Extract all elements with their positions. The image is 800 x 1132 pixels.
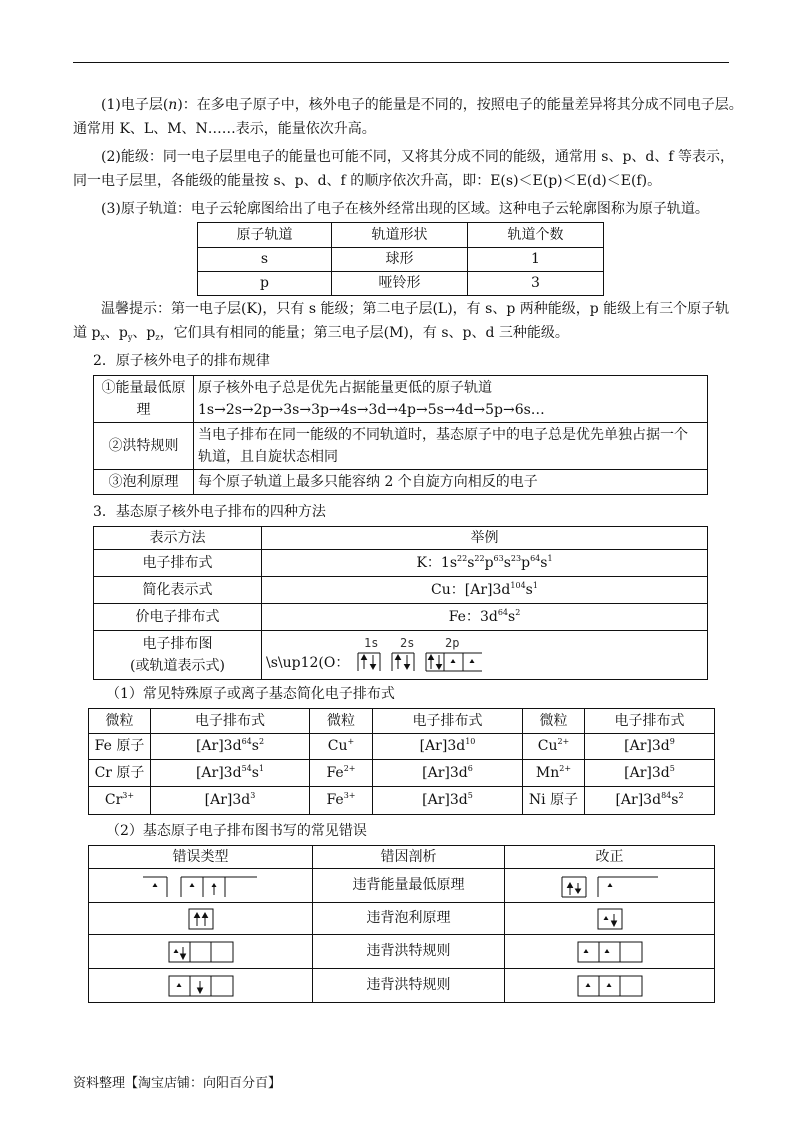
orbital-label-2s: 2s — [400, 636, 415, 650]
arrow-up-icon — [451, 659, 456, 663]
o-orbital-boxes — [356, 649, 486, 675]
config-cell — [373, 760, 523, 787]
electron-config: $[Ar]3d^{54}s^1$ — [195, 763, 265, 781]
correct-diagram-cell — [505, 903, 715, 935]
arrow-up-icon — [152, 883, 157, 887]
table-row — [198, 248, 604, 272]
electron-config: $[Ar]3d^9$ — [624, 737, 675, 754]
config-cell — [585, 760, 715, 787]
method-name — [94, 631, 262, 680]
table-header-cell: 微粒 — [89, 709, 151, 734]
para-energy-level-cont — [73, 169, 733, 193]
wrong-orbital-diagram — [186, 906, 216, 932]
table-row — [89, 760, 715, 787]
table-row — [94, 423, 708, 470]
para-text: (1)电子层( — [101, 97, 169, 113]
tip-line2 — [73, 321, 733, 345]
error-reason: 违背洪特规则 — [313, 969, 505, 1003]
method-example — [262, 577, 708, 604]
rule-name-cell: ②洪特规则 — [94, 423, 194, 470]
table-header-cell: 改正 — [505, 846, 715, 869]
table-header-cell: 轨道形状 — [332, 223, 468, 248]
config-cell — [585, 787, 715, 815]
tip-text: ，它们具有相同的能量；第三电子层(M)，有 s、p、d 三种能级。 — [159, 325, 569, 341]
para-energy-level: (2)能级：同一电子层里电子的能量也可能不同，又将其分成不同的能级，通常用 s、p、d、f 等表示， — [101, 149, 735, 165]
table-header-cell: 表示方法 — [94, 527, 262, 550]
arrow-down-icon — [197, 981, 202, 993]
table-row — [89, 787, 715, 815]
electron-config: $1s^{22}s^{22}p^{63}s^{23}p^{64}s^1$ — [440, 553, 553, 571]
table-header-cell: 举例 — [262, 527, 708, 550]
rule-name-cell: ③泡利原理 — [94, 470, 194, 495]
arrow-up-icon — [583, 949, 588, 953]
table-row — [198, 272, 604, 296]
arrow-down-icon — [371, 655, 376, 669]
rule-name: ①能量最低原 — [101, 380, 186, 396]
arrow-up-icon — [396, 655, 401, 669]
rule-name: 理 — [136, 402, 151, 418]
arrow-up-icon — [604, 949, 609, 953]
correct-diagram-cell — [505, 935, 715, 969]
electron-config: $[Ar]3d^6$ — [422, 763, 473, 781]
electron-config: $[Ar]3d^5$ — [422, 791, 473, 808]
table-cell: 3 — [468, 272, 604, 296]
particle-cell — [89, 734, 151, 760]
arrow-down-icon — [180, 947, 185, 959]
table-header-row — [198, 223, 604, 248]
error-reason: 违背洪特规则 — [313, 935, 505, 969]
rule-desc: 轨道，且自旋状态相同 — [198, 449, 338, 465]
arrow-up-icon — [607, 883, 612, 887]
element-symbol: K： — [416, 554, 441, 571]
subscript-x: x — [100, 333, 105, 342]
electron-config: $[Ar]3d^{104}s^1$ — [464, 580, 538, 598]
particle: $Fe^{3+}$ — [326, 791, 356, 808]
particle-cell — [310, 734, 373, 760]
electron-config: $[Ar]3d^{10}$ — [419, 737, 476, 754]
orbital-diagram-cell — [262, 631, 708, 680]
orbital-label-1s: 1s — [364, 636, 379, 650]
table-cell: p — [198, 272, 332, 296]
particle: $Fe^{2+}$ — [326, 763, 356, 781]
rule-desc-cell: 每个原子轨道上最多只能容纳 2 个自旋方向相反的电子 — [194, 470, 708, 495]
method-name: 简化表示式 — [94, 577, 262, 604]
subscript-z: z — [155, 333, 160, 342]
subscript-y: y — [127, 333, 133, 342]
arrow-up-icon — [567, 883, 572, 895]
particle: Ni 原子 — [528, 792, 579, 808]
error-diagram-cell — [89, 969, 313, 1003]
wrong-orbital-diagram — [141, 871, 261, 901]
arrow-up-icon — [585, 983, 590, 987]
table-row — [89, 869, 715, 903]
table-header-row — [89, 709, 715, 734]
arrow-up-icon — [176, 983, 181, 987]
table-cell: 1 — [468, 248, 604, 272]
correct-orbital-diagram — [560, 871, 660, 901]
table-header-cell: 原子轨道 — [198, 223, 332, 248]
header-rule — [73, 62, 729, 63]
method-example — [262, 604, 708, 631]
electron-config: $[Ar]3d^{84}s^2$ — [615, 791, 684, 808]
orbital-table — [197, 222, 604, 296]
table-row — [89, 969, 715, 1003]
particle-cell — [310, 787, 373, 815]
para-text: 同一电子层里，各能级的能量按 s、p、d、f 的顺序依次升高，即： — [73, 173, 491, 189]
orbital-code-text: \s\up12(O： — [266, 655, 350, 671]
table-header-row — [89, 846, 715, 869]
table-row — [94, 376, 708, 423]
orbital-diagram — [262, 631, 707, 679]
arrow-up-icon — [362, 655, 367, 669]
subsection-1-title: （1）常见特殊原子或离子基态简化电子排布式 — [106, 686, 395, 702]
table-cell: 球形 — [332, 248, 468, 272]
error-reason: 违背泡利原理 — [313, 903, 505, 935]
table-header-cell: 错因剖析 — [313, 846, 505, 869]
particle: $Mn^{2+}$ — [535, 763, 572, 781]
table-header-cell: 电子排布式 — [373, 709, 523, 734]
para-text: )：在多电子原子中，核外电子的能量是不同的，按照电子的能量差异将其分成不同电子层。 — [177, 97, 743, 113]
error-diagram-cell — [89, 903, 313, 935]
table-header-cell: 电子排布式 — [151, 709, 310, 734]
table-row — [89, 734, 715, 760]
method-example — [262, 550, 708, 577]
config-cell — [373, 734, 523, 760]
element-symbol: Fe： — [448, 608, 480, 625]
rules-table — [93, 375, 708, 495]
correct-diagram-cell — [505, 969, 715, 1003]
table-row — [94, 604, 708, 631]
methods-table — [93, 526, 708, 680]
arrow-up-icon — [603, 916, 608, 920]
electron-config: $[Ar]3d^{64}s^2$ — [195, 737, 265, 754]
section-3-title: 3．基态原子核外电子排布的四种方法 — [93, 504, 326, 520]
arrow-up-icon — [211, 883, 216, 887]
table-row — [89, 935, 715, 969]
particle-cell — [523, 760, 585, 787]
particle-cell — [89, 760, 151, 787]
config-cell — [151, 760, 310, 787]
particle: $Cr^{3+}$ — [104, 791, 135, 808]
footer-text: 资料整理【淘宝店铺：向阳百分百】 — [73, 1076, 282, 1091]
config-cell — [151, 787, 310, 815]
orbital-2s-box — [392, 653, 414, 671]
arrow-up-icon — [202, 913, 207, 926]
particle: $Cu^{2+}$ — [537, 737, 570, 754]
particle-cell — [523, 734, 585, 760]
arrow-down-icon — [575, 883, 580, 893]
table-header-cell: 错误类型 — [89, 846, 313, 869]
orbital-1s-box — [358, 653, 380, 671]
section-2-title: 2．原子核外电子的排布规律 — [93, 353, 270, 369]
table-cell: s — [198, 248, 332, 272]
rule-desc-cell — [194, 376, 708, 423]
particle: Cr 原子 — [94, 764, 145, 781]
electron-config: $[Ar]3d^5$ — [624, 763, 675, 781]
method-name: 价电子排布式 — [94, 604, 262, 631]
tip-text: 、p — [132, 325, 156, 341]
table-header-cell: 微粒 — [310, 709, 373, 734]
table-header-cell: 微粒 — [523, 709, 585, 734]
para-electron-shell-cont: 通常用 K、L、M、N……表示，能量依次升高。 — [73, 121, 376, 137]
arrow-up-icon — [429, 655, 434, 669]
arrow-down-icon — [611, 914, 616, 926]
table-cell: 哑铃形 — [332, 272, 468, 296]
para-electron-shell — [73, 93, 743, 117]
arrow-up-icon — [189, 883, 194, 887]
arrow-up-icon — [194, 913, 199, 926]
energy-inequality: E(s)＜E(p)＜E(d)＜E(f)。 — [490, 173, 662, 189]
electron-config: $3d^{64}s^2$ — [479, 607, 521, 625]
method-name: 电子排布式 — [94, 550, 262, 577]
method-name-line: 电子排布图 — [142, 636, 213, 652]
particle-cell — [89, 787, 151, 815]
error-diagram-cell — [89, 935, 313, 969]
particle: Cu+ — [327, 737, 355, 754]
element-symbol: Cu： — [431, 581, 465, 598]
arrow-up-icon — [470, 659, 475, 663]
tip-text: 道 p — [73, 325, 101, 341]
subsection-2-title: （2）基态原子电子排布图书写的常见错误 — [106, 823, 367, 839]
symbol-n: n — [168, 97, 178, 113]
electron-config: $[Ar]3d^3$ — [204, 791, 256, 808]
table-header-cell: 轨道个数 — [468, 223, 604, 248]
wrong-orbital-diagram — [167, 973, 235, 999]
arrow-up-icon — [606, 983, 611, 987]
para-orbital: (3)原子轨道：电子云轮廓图给出了电子在核外经常出现的区域。这种电子云轮廓图称为原子轨道。 — [101, 201, 709, 217]
table-row — [89, 903, 715, 935]
error-reason: 违背能量最低原理 — [313, 869, 505, 903]
particle-cell — [310, 760, 373, 787]
tip-text: 、p — [104, 325, 128, 341]
errors-table — [88, 845, 715, 1003]
arrow-up-icon — [173, 949, 178, 953]
config-cell — [373, 787, 523, 815]
correct-diagram-cell — [505, 869, 715, 903]
tip-line1: 温馨提示：第一电子层(K)，只有 s 能级；第二电子层(L)，有 s、p 两种能级，p 能级上有三个原子轨 — [101, 301, 730, 317]
particle: Fe 原子 — [94, 738, 145, 754]
wrong-orbital-diagram — [167, 939, 235, 965]
table-row — [94, 470, 708, 495]
arrow-down-icon — [437, 655, 442, 669]
special-config-table — [88, 708, 715, 815]
rule-order: 1s→2s→2p→3s→3p→4s→3d→4p→5s→4d→5p→6s… — [198, 402, 545, 418]
config-cell — [585, 734, 715, 760]
orbital-label-2p: 2p — [445, 636, 460, 650]
table-row — [94, 550, 708, 577]
table-header-cell: 电子排布式 — [585, 709, 715, 734]
error-diagram-cell — [89, 869, 313, 903]
rule-desc-cell — [194, 423, 708, 470]
table-header-row — [94, 527, 708, 550]
rule-name-cell — [94, 376, 194, 423]
config-cell — [151, 734, 310, 760]
method-name-line: (或轨道表示式) — [130, 658, 225, 674]
particle-cell — [523, 787, 585, 815]
rule-desc: 原子核外电子总是优先占据能量更低的原子轨道 — [198, 380, 492, 396]
rule-desc: 当电子排布在同一能级的不同轨道时，基态原子中的电子总是优先单独占据一个 — [198, 427, 688, 443]
table-row — [94, 631, 708, 680]
correct-orbital-diagram — [576, 939, 644, 965]
correct-orbital-diagram — [595, 906, 625, 932]
correct-orbital-diagram — [576, 973, 644, 999]
table-row — [94, 577, 708, 604]
arrow-down-icon — [405, 655, 410, 669]
